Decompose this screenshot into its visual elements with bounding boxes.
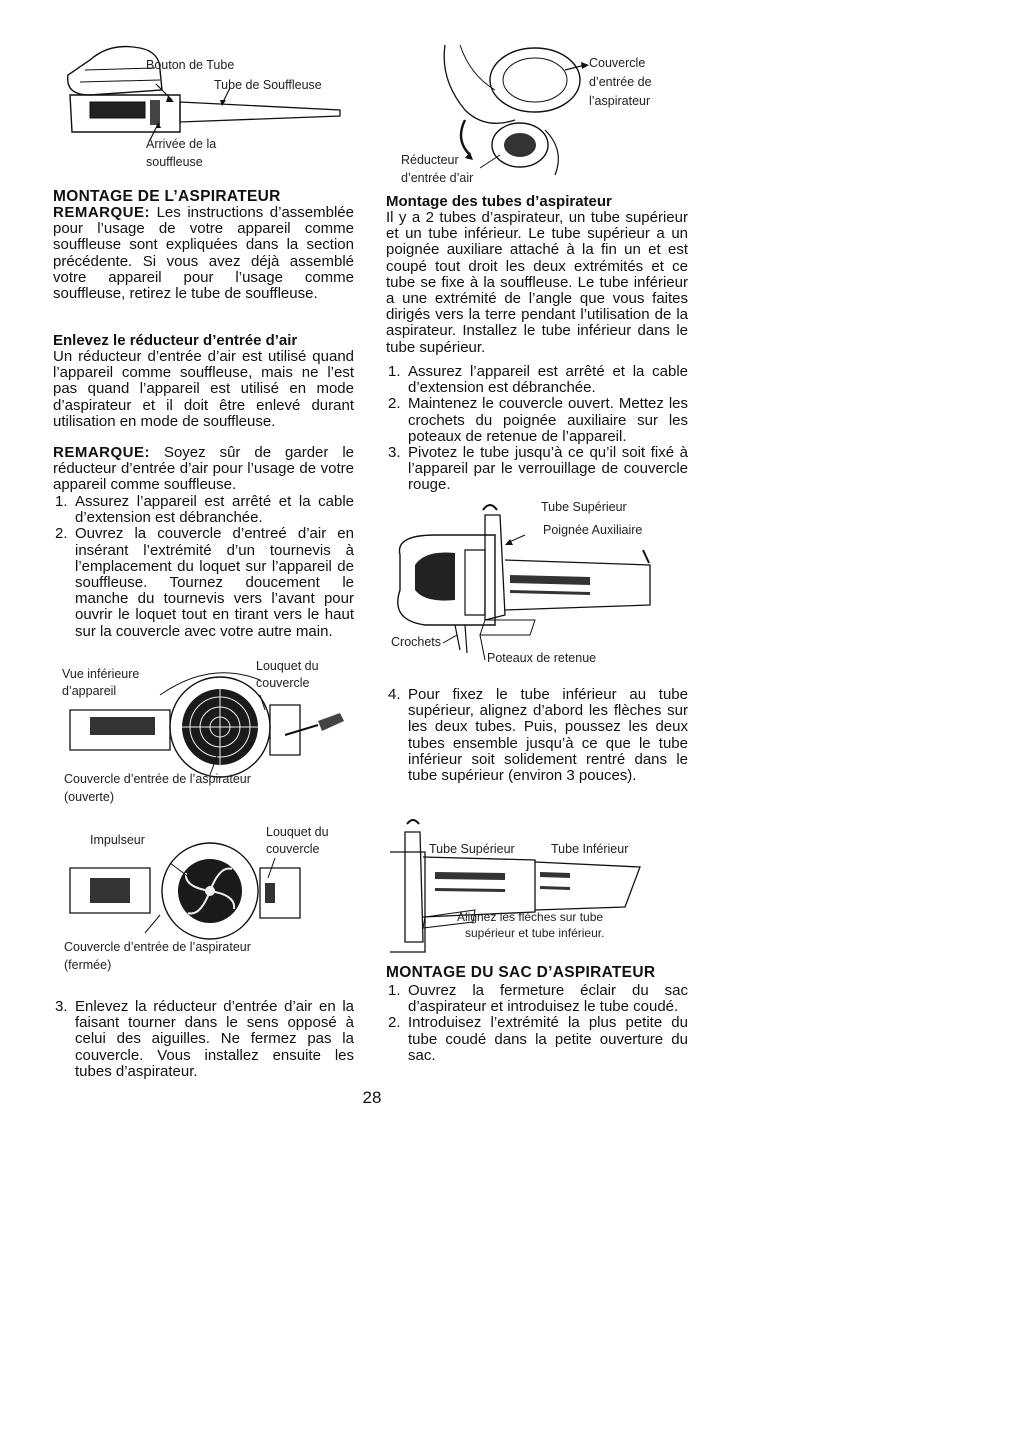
step-right-2-num: 2. [388, 395, 401, 413]
caption-open-1: Couvercle d’entrée de l’aspirateur [64, 772, 251, 786]
figure-poignee [385, 495, 685, 670]
label-alignez-2: supérieur et tube inférieur. [465, 926, 605, 940]
label-tube-superieur-fig6: Tube Supérieur [429, 842, 515, 856]
heading-montage-aspirateur: MONTAGE DE L’ASPIRATEUR [53, 188, 281, 205]
label-reducteur-1: Réducteur [401, 153, 459, 167]
label-crochets: Crochets [391, 635, 442, 649]
step-sac-1-num: 1. [388, 982, 401, 999]
label-tube-superieur-fig5: Tube Supérieur [541, 500, 627, 514]
label-louquet-closed-1: Louquet du [266, 825, 329, 839]
step-left-1-text: Assurez l’appareil est arrêté et la cable d’extension est débranchée. [75, 493, 354, 527]
label-couvercle-1: Couvercle [589, 56, 646, 70]
step-right-2 [386, 396, 688, 445]
label-couvercle-2: d’entrée de [589, 75, 652, 89]
step-right-4-text: Pour fixez le tube inférieur au tube supérieur, alignez d’abord les flèches sur les deux tubes. Puis, poussez les deux tubes ensemble jusqu’à ce que le tube inférieur soit solidement rentré dans le tube supérieur (environ 3 pouces). [408, 686, 688, 785]
figure-reducteur [385, 40, 685, 190]
steps-right-1-3 [386, 364, 688, 494]
label-alignez-1: Alignez les flèches sur tube [457, 910, 604, 924]
step-right-3 [386, 445, 688, 494]
remarque-1-text: Les instructions d’assemblée pour l’usage de votre appareil comme souffleuse sont expliquées dans la section précédente. Si vous avez déjà assemblé votre appareil pour l’usage comme souffleuse, retirez le tube de souffleuse. [53, 204, 354, 303]
label-louquet-1: Louquet du [256, 659, 319, 673]
label-bouton-de-tube: Bouton de Tube [146, 58, 235, 72]
page-number: 28 [362, 1088, 382, 1107]
step-left-1-num: 1. [55, 493, 68, 510]
step-sac-1-text: Ouvrez la fermeture éclair du sac d’aspirateur et introduisez le tube coudé. [408, 982, 688, 1016]
label-arrivee-1: Arrivée de la [146, 137, 217, 151]
label-louquet-closed-2: couvercle [266, 842, 320, 856]
remarque-2 [53, 445, 354, 494]
remarque-1 [53, 205, 354, 302]
step-sac-2 [386, 1015, 688, 1064]
figure-cover-closed [60, 823, 360, 983]
step-right-4 [386, 687, 688, 784]
step-right-3-num: 3. [388, 444, 401, 462]
subheading-reducteur: Enlevez le réducteur d’entrée d’air [53, 332, 298, 349]
step-right-3-text: Pivotez le tube jusqu’à ce qu’il soit fixé à l’appareil par le verrouillage de couvercle rouge. [408, 444, 688, 494]
heading-montage-sac: MONTAGE DU SAC D’ASPIRATEUR [386, 964, 656, 981]
steps-left-1-2 [53, 494, 354, 640]
remarque-1-label: REMARQUE: [53, 204, 150, 221]
figure-tubes-align [385, 812, 685, 962]
label-vue-inferieure-1: Vue inférieure [62, 667, 140, 681]
remarque-2-label: REMARQUE: [53, 444, 150, 461]
step-right-4-num: 4. [388, 686, 401, 703]
caption-closed-1: Couvercle d’entrée de l’aspirateur [64, 940, 251, 954]
figure-cover-open [60, 655, 360, 805]
step-left-3-num: 3. [55, 998, 68, 1015]
caption-open-2: (ouverte) [64, 790, 115, 804]
label-poignee-auxiliaire: Poignée Auxiliaire [543, 523, 643, 537]
steps-right-4 [386, 687, 688, 784]
step-left-3-text: Enlevez la réducteur d’entrée d’air en la faisant tourner dans le sens opposé à celui des aiguilles. Ne fermez pas la couvercle. Vous installez ensuite les tubes d’aspirateur. [75, 998, 354, 1080]
step-left-3 [53, 999, 354, 1080]
step-left-2-text: Ouvrez la couvercle d’entreé d’air en insérant l’extrémité d’un tournevis à l’emplacement du loquet sur l’appareil de souffleuse. Tournez doucement le manche du tournevis vers l’avant pour ouvrir le loquet tout en tirant vers le haut sur la couvercle avec votre autre main. [75, 525, 354, 640]
step-sac-2-num: 2. [388, 1014, 401, 1032]
step-right-1-text: Assurez l’appareil est arrêté et la cable d’extension est débranchée. [408, 363, 688, 397]
label-impulseur: Impulseur [90, 833, 145, 847]
step-sac-1 [386, 983, 688, 1015]
label-vue-inferieure-2: d’appareil [62, 684, 117, 698]
label-reducteur-2: d’entrée d’air [401, 171, 474, 185]
step-right-1 [386, 364, 688, 396]
steps-sac [386, 983, 688, 1064]
step-left-1 [53, 494, 354, 526]
step-sac-2-text: Introduisez l’extrémité la plus petite du tube coudé dans la petite ouverture du sac. [408, 1014, 688, 1064]
steps-left-3 [53, 999, 354, 1080]
step-left-2 [53, 526, 354, 639]
label-arrivee-2: souffleuse [146, 155, 203, 169]
paragraph-tubes: Il y a 2 tubes d’aspirateur, un tube supérieur et un tube inférieur. Le tube supérieur a un poignée auxiliare attaché à la fin un et est coupé tout droit les deux extrémités et ce tube se fixe à la souffleuse. Le tube inférieur a une extrémité de l’angle que vous faites dirigés vers la terre pendant l’utilisation de la aspirateur. Installez le tube inférieur dans le tube supérieur. [386, 209, 688, 356]
label-louquet-2: couvercle [256, 676, 310, 690]
label-tube-de-souffleuse: Tube de Souffleuse [214, 78, 322, 92]
step-right-2-text: Maintenez le couvercle ouvert. Mettez les crochets du poignée auxiliaire sur les poteaux de retenue de l’appareil. [408, 395, 688, 445]
heading-montage-tubes: Montage des tubes d’aspirateur [386, 193, 612, 210]
step-right-1-num: 1. [388, 363, 401, 380]
paragraph-reducteur: Un réducteur d’entrée d’air est utilisé quand l’appareil comme souffleuse, mais ne l’est pas quand l’appareil est utilisé en mode d’aspirateur et il doit être enlevé durant utilisation en mode de souffleuse. [53, 348, 354, 430]
label-couvercle-3: l’aspirateur [589, 94, 651, 108]
remarque-2-text: Soyez sûr de garder le réducteur d’entrée d’air pour l’usage de votre appareil comme souffleuse. [53, 444, 354, 494]
figure-blower-tube [50, 40, 350, 180]
caption-closed-2: (fermée) [64, 958, 112, 972]
step-left-2-num: 2. [55, 525, 68, 543]
label-poteaux-de-retenue: Poteaux de retenue [487, 651, 597, 665]
label-tube-inferieur: Tube Inférieur [551, 842, 629, 856]
